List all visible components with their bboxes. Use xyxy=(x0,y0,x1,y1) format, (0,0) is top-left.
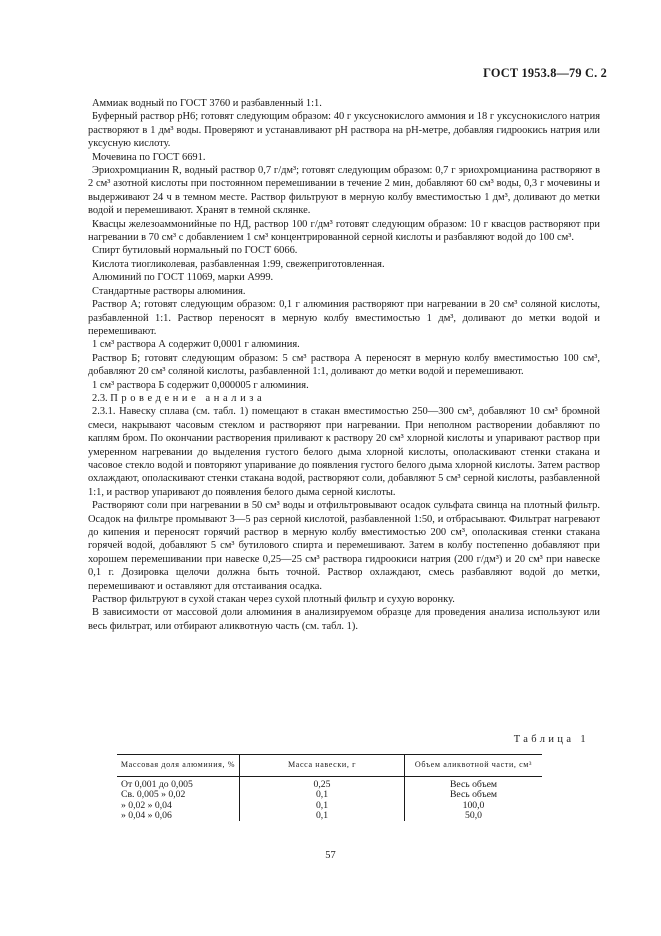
paragraph-alum: Квасцы железоаммонийные по НД, раствор 100 г/дм³ готовят следующим образом: 10 г квасцов растворяют при нагревании в 70 см³ с добавлением 1 см³ концентрированной серной кислоты и разбавляют водой до 100 см³. xyxy=(88,218,600,244)
page-number: 57 xyxy=(325,850,336,861)
paragraph-solution-a-content: 1 см³ раствора А содержит 0,0001 г алюминия. xyxy=(92,339,300,351)
paragraph-butanol: Спирт бутиловый нормальный по ГОСТ 6066. xyxy=(92,245,298,257)
paragraph-aluminium: Алюминий по ГОСТ 11069, марки А999. xyxy=(92,272,274,284)
column-header-mass: Масса навески, г xyxy=(240,755,405,777)
paragraph-standard-solutions: Стандартные растворы алюминия. xyxy=(92,285,246,297)
paragraph-urea: Мочевина по ГОСТ 6691. xyxy=(92,151,206,163)
paragraph-solution-b: Раствор Б; готовят следующим образом: 5 см³ раствора А переносят в мерную колбу вместимостью 100 см³, добавляют 20 см³ соляной кислоты, разбавленной 1:1, доливают до метки водой и перемешивают. xyxy=(88,352,600,378)
section-heading xyxy=(88,392,600,405)
paragraph-eriochrome: Эриохромцианин R, водный раствор 0,7 г/дм³; готовят следующим образом: 0,7 г эриохромцианина растворяют в 2 см³ азотной кислоты при постоянном перемешивании в течение 2 мин, добавляют 60 см³ воды, 0,3 г мочевины и выдерживают 24 ч в темном месте. Раствор фильтруют в мерную колбу вместимостью 1 дм³, доливают до метки водой и перемешивают. Хранят в темной склянке. xyxy=(88,165,600,217)
paragraph-thioglycolic: Кислота тиогликолевая, разбавленная 1:99, свежеприготовленная. xyxy=(92,258,385,270)
cell-range: » 0,02 » 0,04 xyxy=(121,799,172,811)
column-header-volume: Объем аликвотной части, см³ xyxy=(405,755,543,777)
paragraph-filter: Раствор фильтруют в сухой стакан через сухой плотный фильтр и сухую воронку. xyxy=(92,594,455,606)
section-title: Проведение анализа xyxy=(110,392,266,404)
paragraph-buffer: Буферный раствор рН6; готовят следующим образом: 40 г уксуснокислого аммония и 18 г уксуснокислого натрия растворяют в 1 дм³ воды. Проверяют и устанавливают рН раствора на рН-метре, добавляя гидроокись натрия или уксусную кислоту. xyxy=(88,111,600,150)
cell-volume: Весь объем xyxy=(405,777,543,791)
column-header-fraction: Массовая доля алюминия, % xyxy=(117,755,240,777)
cell-volume: 50,0 xyxy=(405,811,543,821)
paragraph-solution-a: Раствор А; готовят следующим образом: 0,1 г алюминия растворяют при нагревании в 20 см³ соляной кислоты, разбавленной 1:1. Раствор переносят в мерную колбу вместимостью 1 дм³, доливают до метки водой и перемешивают. xyxy=(88,299,600,337)
page-header: ГОСТ 1953.8—79 С. 2 xyxy=(483,66,607,80)
cell-range: Св. 0,005 » 0,02 xyxy=(121,789,186,801)
table-row xyxy=(117,777,542,791)
cell-range: » 0,04 » 0,06 xyxy=(121,809,172,821)
cell-mass: 0,1 xyxy=(240,801,405,811)
cell-mass: 0,25 xyxy=(240,777,405,791)
data-table xyxy=(117,754,542,821)
cell-volume: 100,0 xyxy=(405,801,543,811)
paragraph-solution-b-content: 1 см³ раствора Б содержит 0,000005 г алюминия. xyxy=(92,379,309,391)
section-number: 2.3. xyxy=(92,392,108,404)
paragraph-text: Аммиак водный по ГОСТ 3760 и разбавленный 1:1. xyxy=(92,98,322,109)
cell-volume: Весь объем xyxy=(405,790,543,800)
paragraph-dissolve-salts: Растворяют соли при нагревании в 50 см³ воды и отфильтровывают осадок сульфата свинца на плотный фильтр. Осадок на фильтре промывают 3—5 раз серной кислотой, разбавленной 1:50, и отбрасывают. Фильтрат нагревают до кипения и переносят горячий раствор в мерную колбу вместимостью 200 см³, ополаскивая стенки стакана горячей водой, добавляют 5 см³ бутилового спирта и перемешивают. Затем в колбу постепенно добавляют при хорошем перемешивании при навеске 0,25—25 см³ раствора гидроокиси натрия (200 г/дм³) и 20 см³ при навеске 0,1 г. Дозировка щелочи должна быть точной. Раствор охлаждают, смесь разбавляют водой до метки, перемешивают и оставляют для отстаивания осадка. xyxy=(88,500,600,592)
cell-mass: 0,1 xyxy=(240,811,405,821)
cell-range: От 0,001 до 0,005 xyxy=(121,779,193,791)
paragraph-ammonia xyxy=(88,97,600,110)
table-title: Таблица 1 xyxy=(513,734,589,745)
paragraph-aliquot: В зависимости от массовой доли алюминия в анализируемом образце для проведения анализа используют или весь фильтрат, или отбирают аликвотную часть (см. табл. 1). xyxy=(88,607,600,632)
document-body xyxy=(88,97,600,633)
table-row xyxy=(117,811,542,821)
paragraph-2-3-1: 2.3.1. Навеску сплава (см. табл. 1) помещают в стакан вместимостью 250—300 см³, добавляют 10 см³ бромной смеси, накрывают часовым стеклом и растворяют при нагревании. При неполном растворении добавляют по каплям бром. По окончании растворения приливают к раствору 20 см³ хлорной кислоты и упаривают раствор при умеренном нагревании до выделения густого белого дыма хлорной кислоты, ополаскивают стенки стакана и часовое стекло водой и повторяют упаривание до появления густого белого дыма хлорной кислоты. Затем раствор охлаждают, ополаскивают стенки стакана водой, растворяют соли, добавляют 5 см³ серной кислоты, разбавленной 1:1, и раствор упаривают до появления белого дыма серной кислоты. xyxy=(88,406,600,498)
table-header-row xyxy=(117,755,542,777)
cell-mass: 0,1 xyxy=(240,790,405,800)
